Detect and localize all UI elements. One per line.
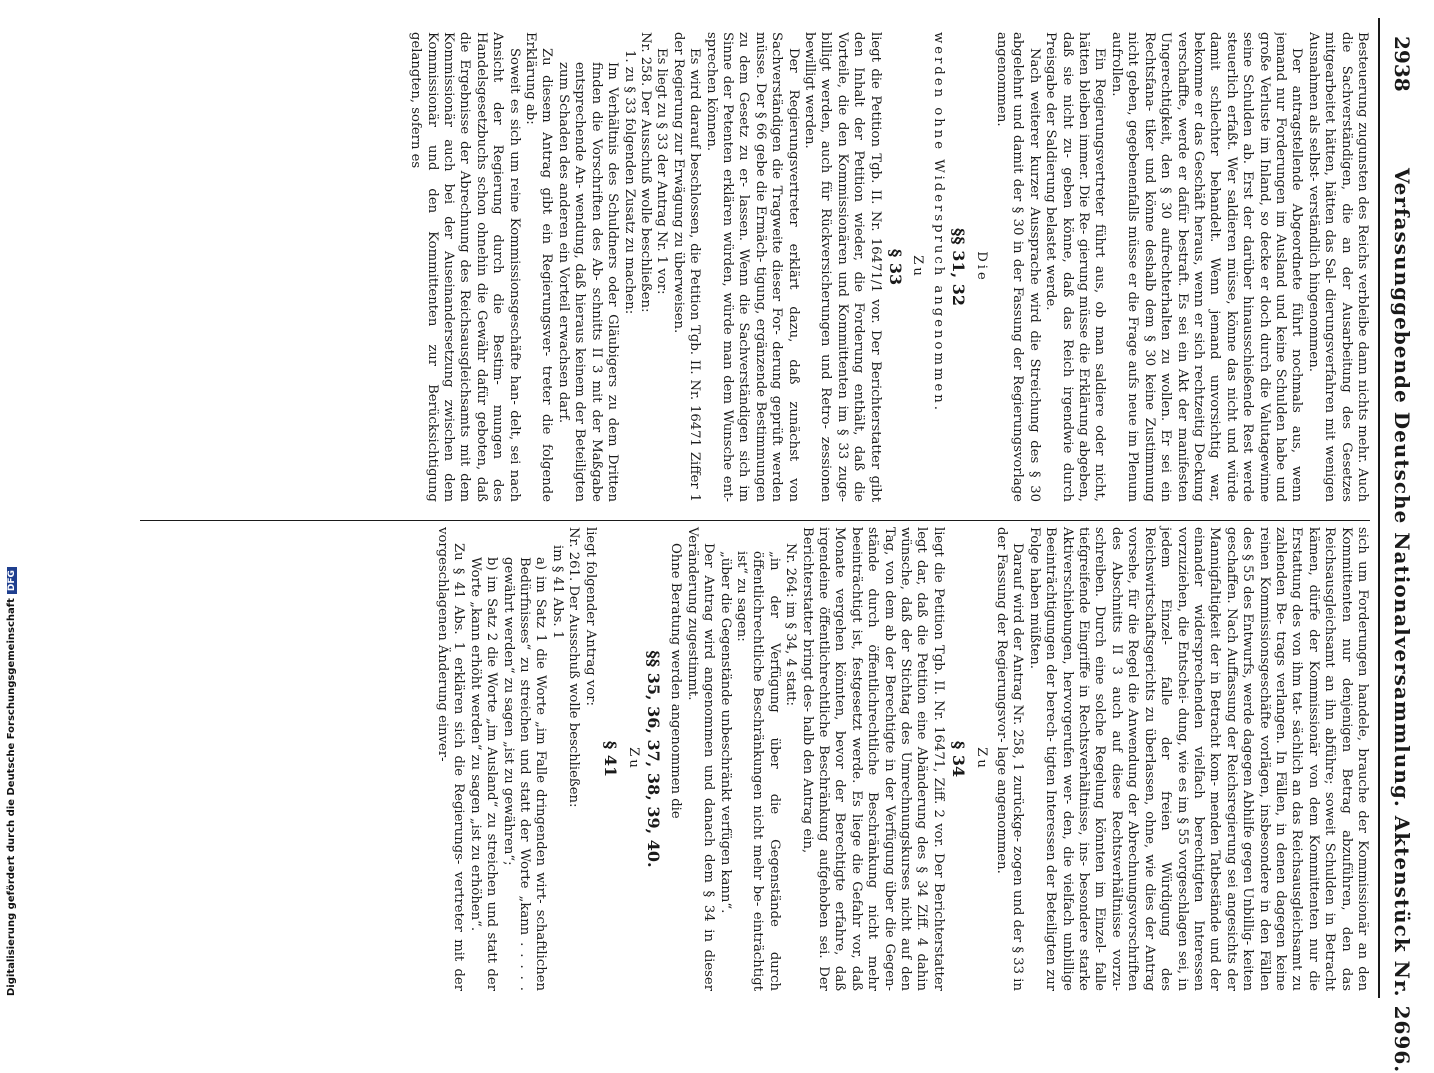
credit-text: Digitalisierung gefördert durch die Deutsche Forschungsgemeinschaft <box>6 598 17 996</box>
section-intro: Zu <box>910 255 926 279</box>
running-title: Verfassunggebende Deutsche Nationalversammlung. Aktenstück Nr. 2696. <box>1390 168 1414 1073</box>
paragraph: liegt folgender Antrag vor: <box>582 527 598 706</box>
motion-title: Nr. 261. Der Ausschuß wolle beschließen: <box>566 527 582 808</box>
section-heading: §§ 35, 36, 37, 38, 39, 40. <box>643 650 663 868</box>
section-intro: Zu <box>973 747 989 771</box>
rotated-page <box>130 18 1420 1073</box>
motion-item-b: b) im Satz 2 die Worte „im Ausland“ zu streichen und statt der Worte „kann erhöht werden“ zu sagen „ist zu erhöhen“. <box>467 557 500 991</box>
paragraph: Der antragstellende Abgeordnete führt nochmals aus, wenn jemand nur Forderungen im Ausland und keine Schulden habe und große Verluste im Inland, so decke er doch durch die Valutagewinne seine Schulden ab. Erst der darüber hinausschießende Rest werde steuerlich erfaßt. Wer saldieren müsse, könne das nicht und würde damit schlechter behandelt. Wenn jemand unvorsichtig war, bekomme er das Geschäft heraus, wenn er sich rechtzeitig Deckung verschaffte, werde er dafür bestraft. Es sei ein Akt der manifesten Ungerechtigkeit, den § 30 aufrechterhalten zu wollen. Er sei ein Rechtsfana- tiker und könne deshalb dem § 30 keine Zustimmung nicht geben, gegebenenfalls müsse er die Frage aufs neue im Plenum aufrollen. <box>1108 32 1305 502</box>
motion-item-a: a) im Satz 1 die Worte „im Falle dringenden wirt- schaftlichen Bedürfnisses“ zu streichen und statt der Worte „kann . . . . . gewährt werden“ zu sagen „ist zu gewähren“; <box>500 557 549 991</box>
digitization-credit <box>6 567 17 996</box>
motion-item: im § 41 Abs. 1 <box>549 545 565 640</box>
section-heading: §§ 31, 32 <box>949 228 969 306</box>
motion-title: Nr. 264: im § 34, 4 statt: <box>783 543 799 707</box>
motion-title: Nr. 258. Der Ausschuß wolle beschließen: <box>637 32 653 313</box>
motion-text: Im Verhältnis des Schuldners oder Gläubigers zu dem Dritten finden die Vorschriften des Ab- schnitts II 3 mit der Maßgabe entsprechende An- wendung, daß hieraus keinem der Beteiligten zum Schaden des anderen ein Vorteil erwachsen darf. <box>555 62 621 502</box>
section-heading: § 41 <box>601 740 621 778</box>
paragraph: Der Regierungsvertreter erklärt dazu, daß zunächst von Sachverständigen die Tragweite dieser For- derung geprüft werden müsse. Der § 66 gebe die Ermäch- tigung, ergänzende Bestimmungen zu dem Gesetz zu er- lassen. Wenn die Sachverständigen sich im Sinne der Petenten erklären würden, würde man dem Wunsche ent- sprechen können. <box>703 32 801 502</box>
page-header <box>1378 18 1420 1073</box>
paragraph: Es liegt zu § 33 der Antrag Nr. 1 vor: <box>654 48 670 295</box>
paragraph: Darauf wird der Antrag Nr. 258, 1 zurückge- zogen und der § 33 in der Fassung der Regierungsvor- lage angenommen. <box>994 527 1026 991</box>
section-intro: Zu <box>625 747 641 771</box>
left-column <box>140 32 1370 502</box>
section-heading: § 33 <box>886 248 906 286</box>
paragraph: Ein Regierungsvertreter führt aus, ob man saldiere oder nicht, hätten bleiben immer. Die Re- gierung müsse die Erklärung abgeben, daß sie nicht zu- geben könne, daß das Reich irgendwie durch Preisgabe der Saldierung belastet werde. <box>1043 32 1108 502</box>
section-heading: § 34 <box>949 740 969 778</box>
paragraph: Nach weiterer kurzer Aussprache wird die Streichung des § 30 abgelehnt und damit der § 30 in der Fassung der Regierungsvorlage angenommen. <box>994 32 1042 502</box>
paragraph: werden ohne Widerspruch angenommen. <box>930 32 946 413</box>
motion-item: 1. zu § 33 folgenden Zusatz zu machen: <box>621 50 637 315</box>
paragraph: liegt die Petition Tgb. II. Nr. 16471/1 vor. Der Berichterstatter gibt den Inhalt der Petition wieder, die Forderung enthält, daß die Vorteile, die den Kommissionären und Kommittenten im § 33 zuge- billigt werden, auch für Rückversicherungen und Retro- zessionen bewilligt werden. <box>802 32 883 502</box>
right-column <box>140 520 1370 991</box>
paragraph: Ohne Beratung werden angenommen die <box>668 543 684 819</box>
section-intro: Die <box>973 251 989 283</box>
quote: „in der Verfügung über die Gegenstände durch öffentlichrechtliche Beschränkungen nicht mehr be- einträchtigt ist“ zu sagen: <box>733 551 782 991</box>
paragraph: Besteuerung zugunsten des Reichs verbleibe dann nichts mehr. Auch die Sachverständigen, die an der Ausarbeitung des Gesetzes mitgearbeitet hätten, hätten das Sal- dierungsverfahren mit wenigen Ausnahmen als selbst- verständlich hingenommen. <box>1305 32 1370 502</box>
paragraph: Zu § 41 Abs. 1 erklären sich die Regierungs- vertreter mit der vorgeschlagenen Änderung einver- <box>435 527 467 991</box>
paragraph: Zu diesem Antrag gibt ein Regierungsver- treter die folgende Erklärung ab: <box>523 32 555 502</box>
paragraph: Es wird darauf beschlossen, die Petition Tgb. II. Nr. 16471 Ziffer 1 der Regierung zur Erwägung zu überweisen. <box>670 32 703 502</box>
paragraph: sich um Forderungen handele, brauche der Kommissionär an den Kommittenten nur denjenigen Betrag abzuführen, den das Reichsausgleichsamt an ihn abführe; soweit Schulden in Betracht kämen, dürfe der Kommissionär von dem Kommittenten nur die Erstattung des von ihm tat- sächlich an das Reichsausgleichsamt zu zahlenden Be- trags verlangen. In Fällen, in denen dagegen keine reinen Kommissionsgeschäfte vorlägen, insbesondere in den Fällen des § 55 des Entwurfs, werde dagegen Abhilfe gegen Unbillig- keiten geschaffen. Nach Auffassung der Reichsregierung sei angesichts der Mannigfaltigkeit der in Betracht kom- menden Tatbestände und der einander widersprechenden vielfach berechtigten Interessen vorzuziehen, die Entschei- dung, wie es im § 55 vorgeschlagen sei, in jedem Einzel- falle der freien Würdigung des Reichswirtschaftsgerichts zu überlassen, ohne, wie dies der Antrag vorsehe, für die Regel die Anwendung der Abrechnungsvorschriften des Abschnitts II 3 auch auf diese Rechtsverhältnisse vorzu- schreiben. Durch eine solche Regelung könnten im Einzel- falle tiefgreifende Eingriffe in Rechtsverhältnisse, ins- besondere starke Aktiverschiebungen, hervorgerufen wer- den, die vielfach unbillige Beeinträchtigungen der berech- tigten Interessen der Beteiligten zur Folge haben müßten. <box>1026 527 1370 991</box>
dfg-logo-icon: DFG <box>7 567 17 594</box>
page-number: 2938 <box>1390 36 1414 92</box>
paragraph: liegt die Petition Tgb. II. Nr. 16471, Ziff. 2 vor. Der Berichterstatter legt dar, daß die Petition eine Abänderung des § 34 Ziff. 4 dahin wünsche, daß der Stichtag des Umrechnungskurses nicht auf den Tag, von dem ab der Berechtigte in der Verfügung über die Gegen- stände durch öffentlichrechtliche Beschränkung nicht mehr beeinträchtigt ist, festgesetzt werde. Es liege die Gefahr vor, daß Monate vergehen könnten, bevor der Berechtigte erfahre, daß irgendeine öffentlichrechtliche Beschränkung aufgehoben sei. Der Berichterstatter bringt des- halb den Antrag ein, <box>799 527 946 991</box>
paragraph: Der Antrag wird angenommen und danach dem § 34 in dieser Veränderung zugestimmt. <box>684 527 717 991</box>
paragraph: Soweit es sich um reine Kommissionsgeschäfte han- delt, sei nach Ansicht der Regierung durch die Bestim- mungen des Handelsgesetzbuchs schon ohnehin die Gewähr dafür geboten, daß die Ergebnisse der Abrechnung des Reichsausgleichsamts mit dem Kommissionär auch bei der Auseinandersetzung zwischen dem Kommissionär und den Kommittenten zur Berücksichtigung gelangten, sofern es <box>408 32 522 502</box>
quote: „über die Gegenstände unbeschränkt verfügen kann“. <box>717 551 733 914</box>
